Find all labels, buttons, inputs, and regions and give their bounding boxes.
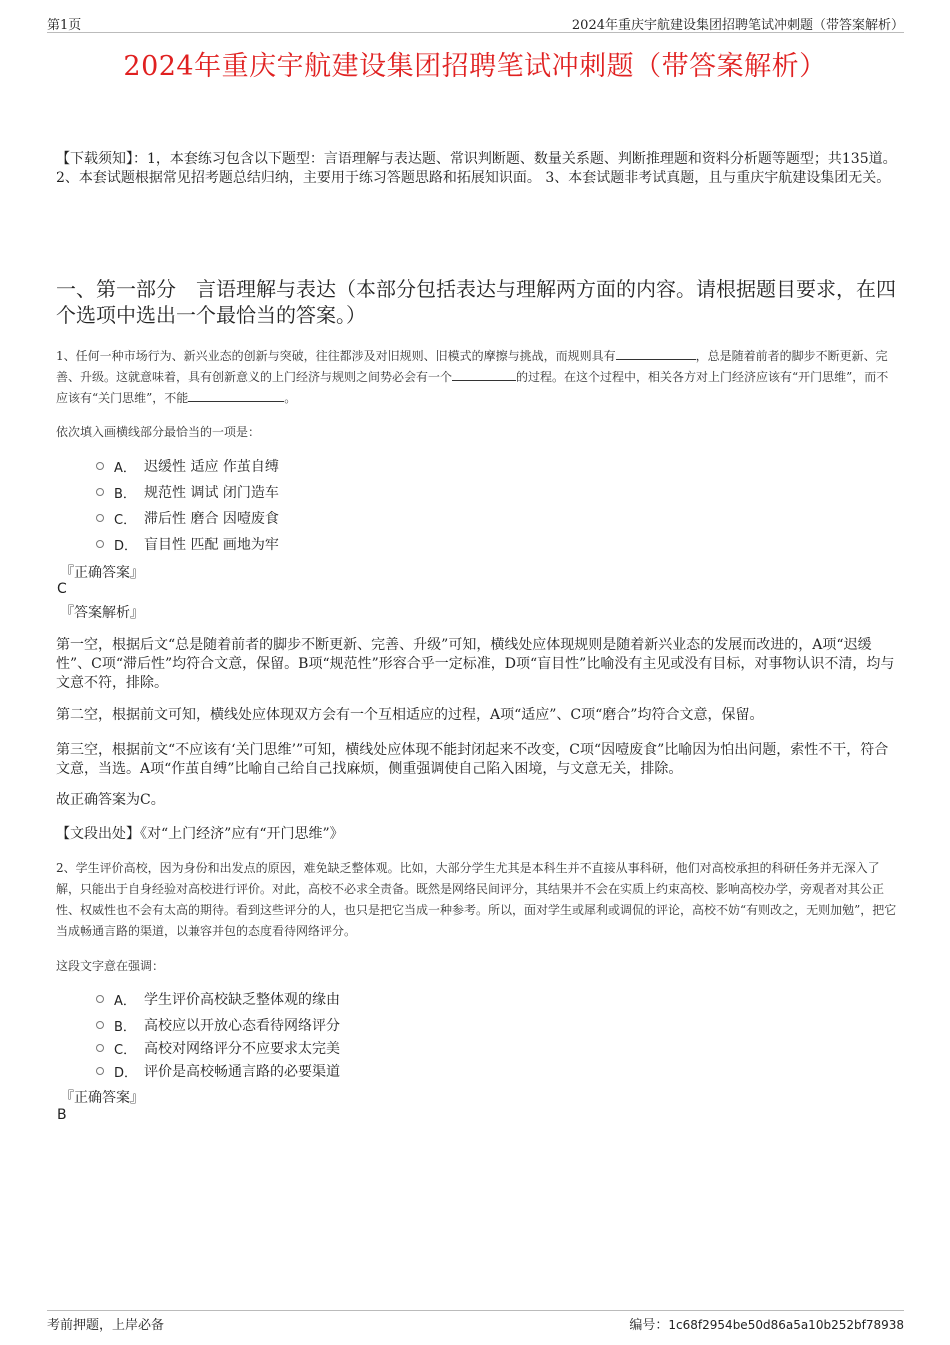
option-c[interactable]	[96, 505, 279, 531]
option-text: 评价是高校畅通言路的必要渠道	[144, 1064, 340, 1080]
option-d[interactable]	[96, 531, 279, 557]
radio-icon[interactable]	[96, 995, 104, 1003]
option-text: 高校对网络评分不应要求太完美	[144, 1041, 340, 1057]
download-notice: 【下载须知】：1，本套练习包含以下题型：言语理解与表达题、常识判断题、数量关系题、判断推理题和资料分析题等题型；共135道。 2、本套试题根据常见招考题总结归纳，主要用于练习答题思路和拓展知识面。 3、本套试题非考试真题，且与重庆宇航建设集团无关。	[56, 151, 897, 186]
option-letter: B．	[114, 486, 136, 502]
option-c[interactable]	[96, 1038, 340, 1058]
blank-1	[616, 347, 696, 360]
q1-text-part-b: ，总是随着前者的脚步不断更新、完善、升级。这就意味着，具有创新意义的上门经济与规则之间势必会有一个	[56, 349, 888, 384]
option-text: 学生评价高校缺乏整体观的缘由	[144, 992, 340, 1008]
header-divider	[47, 32, 904, 33]
blank-3	[188, 389, 284, 402]
radio-icon[interactable]	[96, 540, 104, 548]
radio-icon[interactable]	[96, 1067, 104, 1075]
option-d[interactable]	[96, 1058, 340, 1084]
option-letter: D．	[114, 1065, 138, 1081]
analysis-paragraph: 第三空，根据前文“不应该有‘关门思维’”可知，横线处应体现不能封闭起来不改变，C项“因噎废食”比喻因为怕出问题，索性不干，符合文意，当选。A项“作茧自缚”比喻自己给自己找麻烦，侧重强调使自己陷入困境，与文意无关，排除。	[56, 742, 889, 777]
q1-text-part-c: 的过程。在这个过程中，相关各方对上门经济应该有“开门思维”，而不应该有“关门思维”，不能	[56, 370, 889, 405]
footer-code	[629, 1314, 904, 1333]
page-title: 2024年重庆宇航建设集团招聘笔试冲刺题（带答案解析）	[123, 51, 827, 82]
answer-label: 『正确答案』	[60, 565, 144, 581]
analysis-paragraph: 第二空，根据前文可知，横线处应体现双方会有一个互相适应的过程，A项“适应”、C项“磨合”均符合文意，保留。	[56, 707, 764, 723]
code-value: 1c68f2954be50d86a5a10b252bf78938	[668, 1318, 904, 1332]
question-1-prompt: 依次填入画横线部分最恰当的一项是：	[56, 425, 261, 439]
question-2-text: 2、学生评价高校，因为身份和出发点的原因，难免缺乏整体观。比如，大部分学生尤其是本科生并不直接从事科研，他们对高校承担的科研任务并无深入了解，只能出于自身经验对高校进行评价。对此，高校不必求全责备。既然是网络民间评分，其结果并不会在实质上约束高校、影响高校办学，旁观者对其公正性、权威性也不会有太高的期待。看到这些评分的人，也只是把它当成一种参考。所以，面对学生或犀利或调侃的评论，高校不妨“有则改之，无则加勉”，把它当成畅通言路的渠道，以兼容并包的态度看待网络评分。	[56, 861, 897, 938]
radio-icon[interactable]	[96, 462, 104, 470]
page-number: 第1页	[47, 18, 82, 33]
header-doc-title: 2024年重庆宇航建设集团招聘笔试冲刺题（带答案解析）	[571, 18, 904, 33]
question-2-options	[96, 986, 340, 1084]
option-letter: A．	[114, 993, 136, 1009]
blank-2	[452, 368, 516, 381]
q1-text-part-d: 。	[284, 391, 297, 405]
radio-icon[interactable]	[96, 514, 104, 522]
option-letter: C．	[114, 1042, 137, 1058]
footer-divider	[47, 1310, 904, 1311]
option-text: 滞后性 磨合 因噎废食	[144, 511, 279, 527]
option-a[interactable]	[96, 986, 340, 1012]
code-label: 编号：	[629, 1318, 669, 1333]
analysis-label: 『答案解析』	[60, 605, 144, 621]
analysis-conclusion: 故正确答案为C。	[56, 792, 165, 808]
radio-icon[interactable]	[96, 1021, 104, 1029]
section-heading: 一、第一部分 言语理解与表达（本部分包括表达与理解两方面的内容。请根据题目要求，在四个选项中选出一个最恰当的答案。）	[56, 277, 896, 327]
option-letter: A．	[114, 460, 136, 476]
option-a[interactable]	[96, 453, 279, 479]
option-letter: C．	[114, 512, 137, 528]
question-2-prompt: 这段文字意在强调：	[56, 959, 165, 973]
option-b[interactable]	[96, 479, 279, 505]
option-b[interactable]	[96, 1012, 340, 1038]
question-1-text	[56, 346, 898, 409]
option-letter: D．	[114, 538, 138, 554]
footer-slogan: 考前押题，上岸必备	[47, 1318, 165, 1333]
option-text: 盲目性 匹配 画地为牢	[144, 537, 279, 553]
radio-icon[interactable]	[96, 1044, 104, 1052]
option-letter: B．	[114, 1019, 136, 1035]
q1-text-part-a: 1、任何一种市场行为、新兴业态的创新与突破，往往都涉及对旧规则、旧模式的摩擦与挑战，而规则具有	[56, 349, 616, 363]
correct-answer: B	[57, 1107, 67, 1123]
question-1-options	[96, 453, 279, 557]
option-text: 高校应以开放心态看待网络评分	[144, 1018, 340, 1034]
analysis-paragraph: 第一空，根据后文“总是随着前者的脚步不断更新、完善、升级”可知，横线处应体现规则是随着新兴业态的发展而改进的，A项“迟缓性”、C项“滞后性”均符合文意，保留。B项“规范性”形容合乎一定标准，D项“盲目性”比喻没有主见或没有目标，对事物认识不清，均与文意不符，排除。	[56, 637, 895, 691]
option-text: 规范性 调试 闭门造车	[144, 485, 279, 501]
radio-icon[interactable]	[96, 488, 104, 496]
source-citation: 【文段出处】《对“上门经济”应有“开门思维”》	[56, 826, 344, 842]
answer-label: 『正确答案』	[60, 1090, 144, 1106]
correct-answer: C	[57, 581, 67, 597]
option-text: 迟缓性 适应 作茧自缚	[144, 459, 279, 475]
